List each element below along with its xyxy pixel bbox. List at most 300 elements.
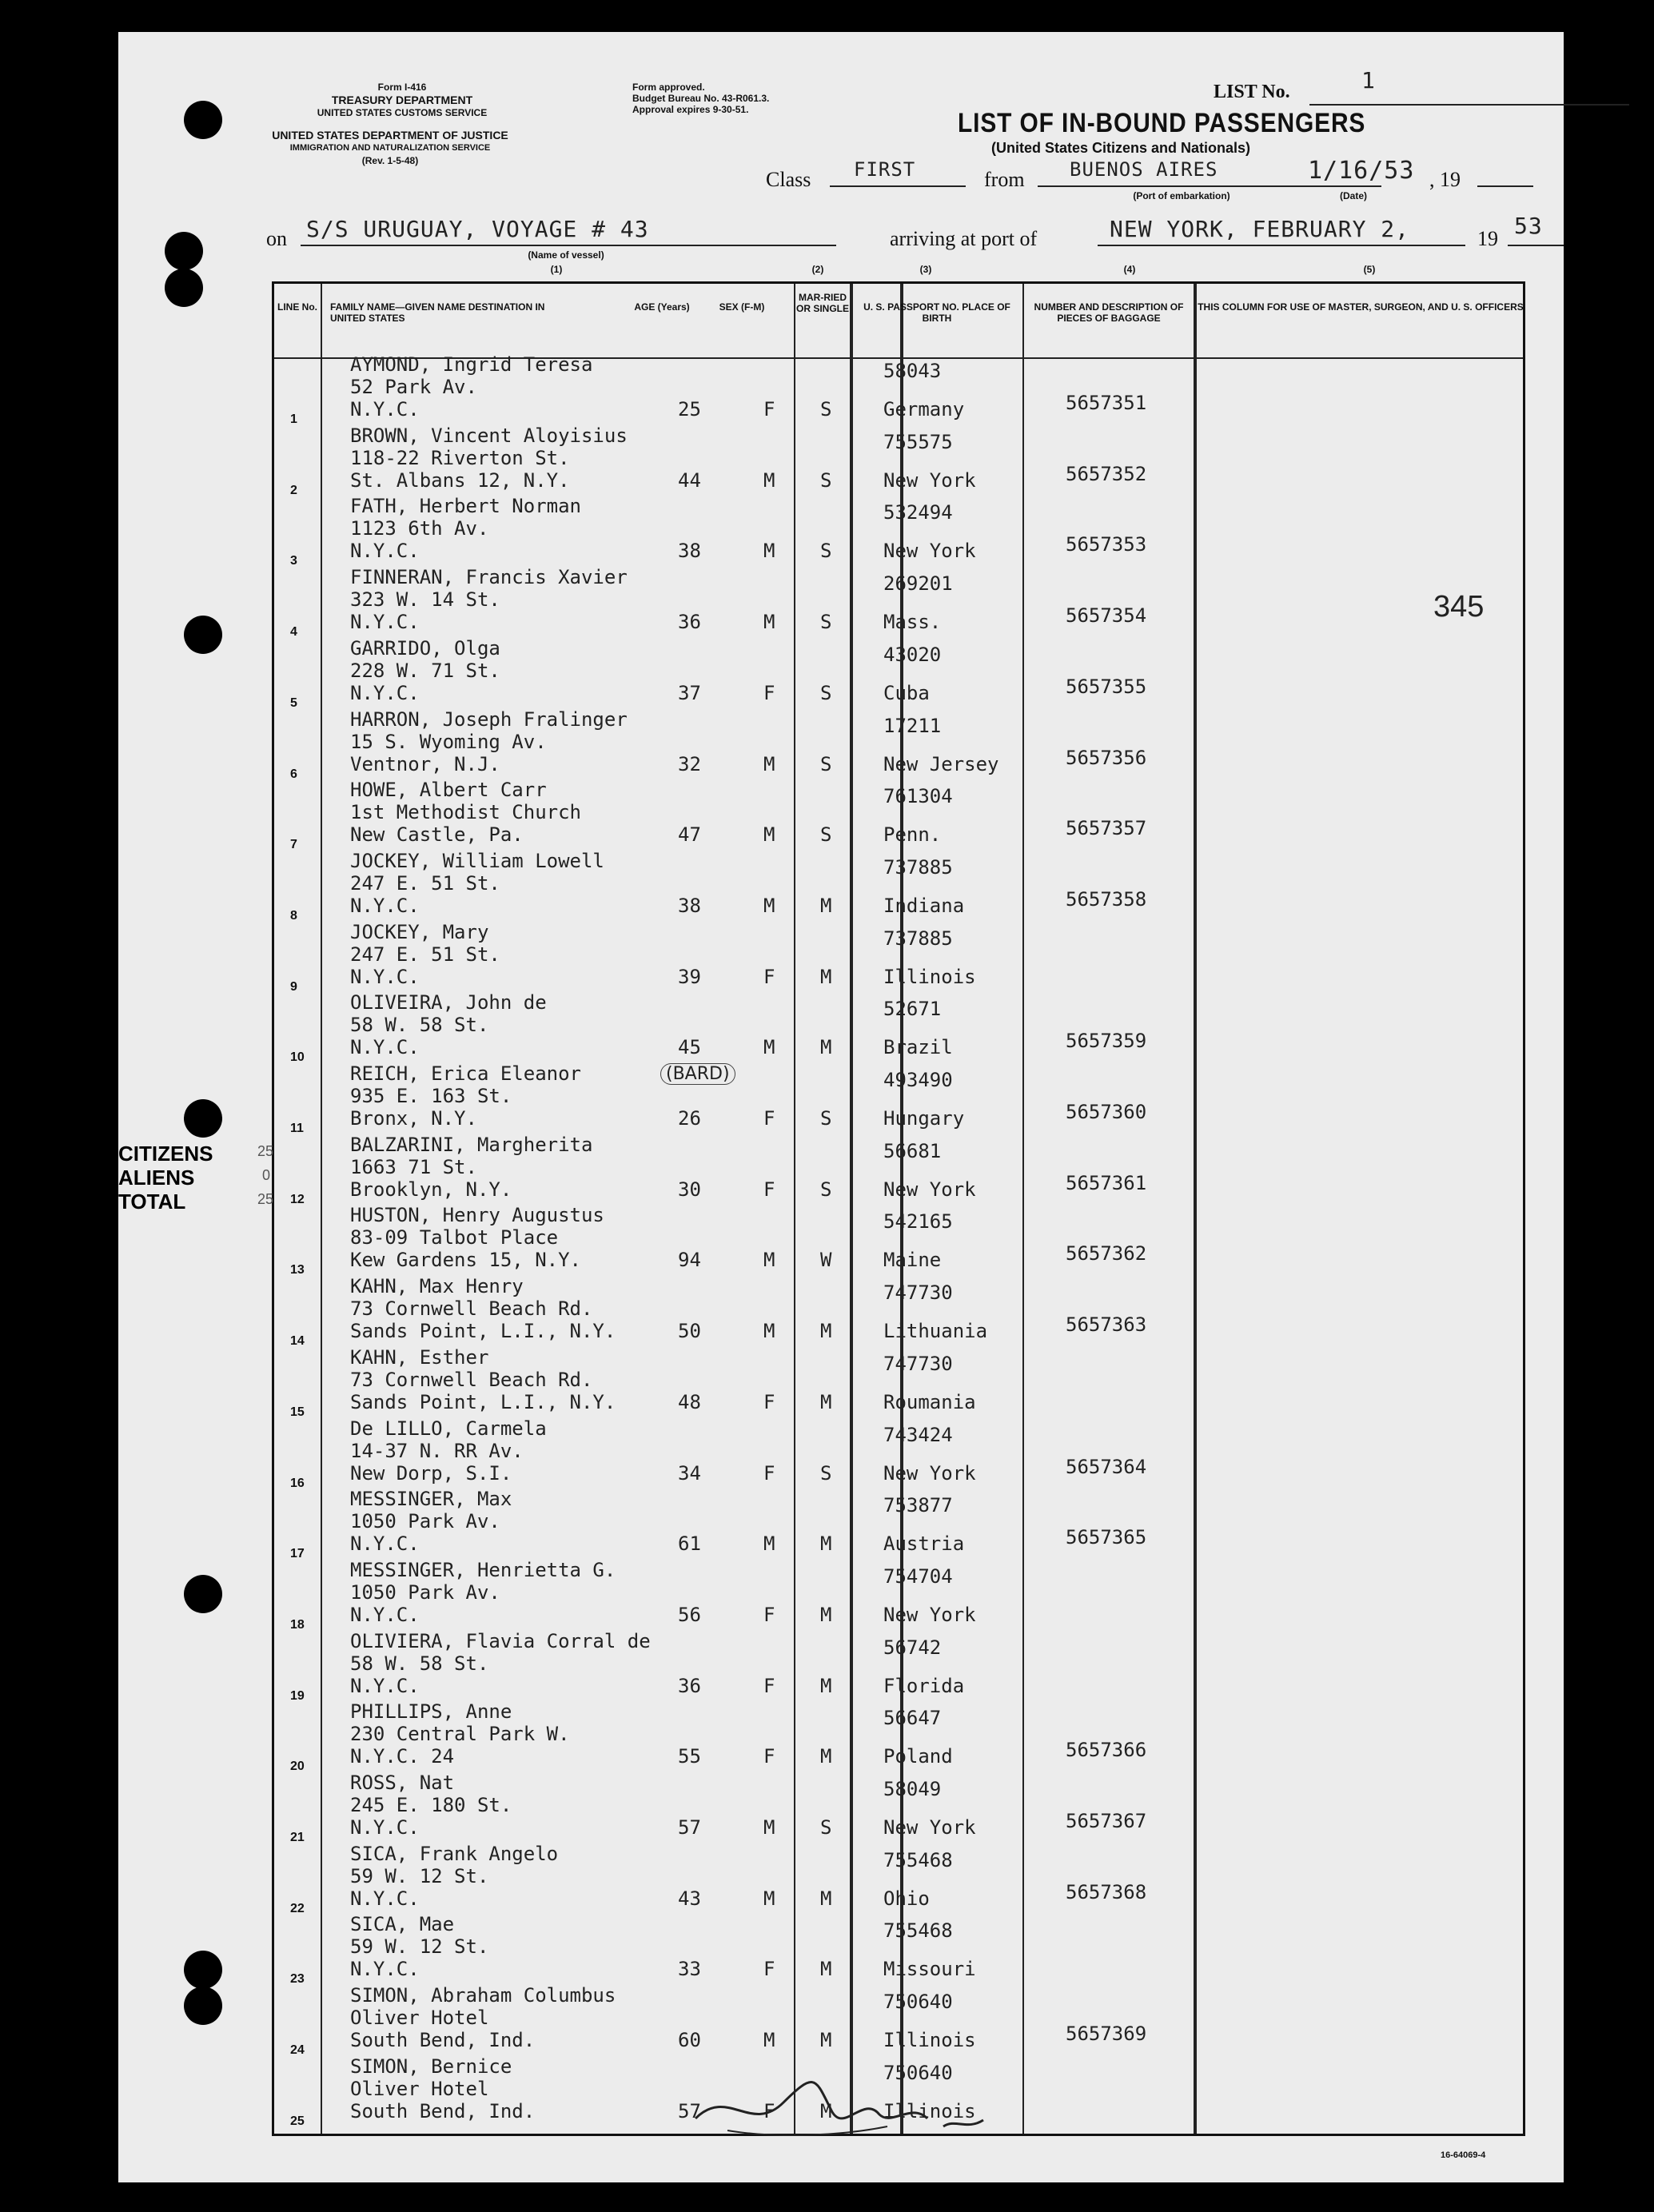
baggage-number: 5657368 xyxy=(1066,1880,1147,1903)
passenger-age: 39 xyxy=(678,965,701,988)
passenger-city: New Castle, Pa. xyxy=(350,823,524,847)
passport-number: 542165 xyxy=(883,1210,953,1234)
passenger-name: HUSTON, Henry Augustus xyxy=(350,1204,604,1227)
marital-status: M xyxy=(820,1036,832,1059)
marital-status: M xyxy=(820,1390,832,1413)
place-of-birth: Illinois xyxy=(883,2099,976,2122)
marital-status: W xyxy=(820,1249,832,1272)
arrival-year-value: 53 xyxy=(1514,213,1543,239)
passport-number: 761304 xyxy=(883,785,953,808)
column-number: (4) xyxy=(1123,264,1136,275)
passenger-sex: F xyxy=(763,398,775,420)
passport-number: 532494 xyxy=(883,501,953,524)
immigration-service: IMMIGRATION AND NATURALIZATION SERVICE xyxy=(289,143,491,153)
place-of-birth: Cuba xyxy=(883,681,930,704)
passenger-address: 247 E. 51 St. xyxy=(350,943,500,966)
passenger-address: 247 E. 51 St. xyxy=(350,871,500,895)
marital-status: S xyxy=(820,752,832,775)
table-row xyxy=(274,920,1523,998)
marital-status: S xyxy=(820,1816,832,1839)
place-of-birth: New York xyxy=(883,540,976,563)
passenger-city: N.Y.C. xyxy=(350,1816,420,1839)
place-of-birth: Ohio xyxy=(883,1887,930,1910)
passenger-city: South Bend, Ind. xyxy=(350,2099,536,2122)
table-row xyxy=(274,1558,1523,1636)
revision-date: (Rev. 1-5-48) xyxy=(361,155,419,166)
table-row xyxy=(274,1275,1523,1352)
marital-status: M xyxy=(820,2099,832,2122)
passenger-sex: M xyxy=(763,1036,775,1059)
passenger-sex: M xyxy=(763,1887,775,1910)
line-number: 2 xyxy=(290,483,297,497)
table-row xyxy=(274,1488,1523,1564)
table-row xyxy=(274,1133,1523,1210)
baggage-number: 5657364 xyxy=(1066,1455,1147,1478)
approval-expires: Approval expires 9-30-51. xyxy=(632,104,749,115)
list-number-value: 1 xyxy=(1361,67,1376,94)
line-number: 12 xyxy=(290,1192,305,1206)
passenger-name: SIMON, Abraham Columbus xyxy=(350,1984,616,2007)
line-number: 10 xyxy=(290,1050,305,1065)
column-number: (5) xyxy=(1363,264,1376,275)
place-of-birth: New York xyxy=(883,1603,976,1626)
passenger-sex: M xyxy=(763,894,775,917)
place-of-birth: Austria xyxy=(883,1532,965,1556)
line-number: 7 xyxy=(290,838,297,852)
passenger-age: 36 xyxy=(678,611,701,634)
marital-status: S xyxy=(820,823,832,847)
form-approved: Form approved. xyxy=(632,82,705,93)
place-of-birth: Illinois xyxy=(883,2029,976,2052)
passenger-city: N.Y.C. xyxy=(350,1036,420,1059)
passport-number: 52671 xyxy=(883,998,942,1021)
line-number: 5 xyxy=(290,695,297,710)
line-number: 8 xyxy=(290,908,297,923)
table-row xyxy=(274,424,1523,501)
marital-status: M xyxy=(820,1603,832,1626)
passenger-name: FATH, Herbert Norman xyxy=(350,495,581,518)
marital-status: M xyxy=(820,965,832,988)
table-row xyxy=(274,707,1523,785)
punch-hole xyxy=(184,616,222,654)
passenger-sex: F xyxy=(763,1390,775,1413)
department-name: TREASURY DEPARTMENT xyxy=(331,94,473,106)
marital-status: M xyxy=(820,1745,832,1768)
passport-number: 747730 xyxy=(883,1352,953,1375)
passenger-city: Kew Gardens 15, N.Y. xyxy=(350,1249,581,1272)
passenger-address: 1050 Park Av. xyxy=(350,1580,500,1604)
passport-number: 743424 xyxy=(883,1423,953,1446)
passenger-address: Oliver Hotel xyxy=(350,2077,489,2100)
passenger-city: N.Y.C. xyxy=(350,611,420,634)
line-number: 4 xyxy=(290,625,297,640)
passenger-age: 32 xyxy=(678,752,701,775)
marital-status: S xyxy=(820,468,832,492)
embarkation-date: 1/16/53 xyxy=(1308,157,1415,185)
passenger-address: 73 Cornwell Beach Rd. xyxy=(350,1297,593,1321)
table-row xyxy=(274,779,1523,855)
baggage-number: 5657366 xyxy=(1066,1739,1147,1762)
passenger-sex: F xyxy=(763,681,775,704)
passport-number: 56647 xyxy=(883,1707,942,1730)
passenger-name: BROWN, Vincent Aloyisius xyxy=(350,424,628,447)
column-header-passport: U. S. PASSPORT NO. PLACE OF BIRTH xyxy=(863,301,1010,324)
baggage-number: 5657363 xyxy=(1066,1313,1147,1337)
date-caption: (Date) xyxy=(1339,190,1367,201)
marital-status: M xyxy=(820,1958,832,1981)
passenger-address: 58 W. 58 St. xyxy=(350,1652,489,1675)
punch-hole xyxy=(165,232,203,270)
passenger-city: N.Y.C. xyxy=(350,894,420,917)
passenger-address: 1663 71 St. xyxy=(350,1155,477,1178)
marital-status: S xyxy=(820,1461,832,1485)
passport-number: 269201 xyxy=(883,572,953,596)
place-of-birth: Illinois xyxy=(883,965,976,988)
port-of-embarkation: BUENOS AIRES xyxy=(1070,158,1218,181)
line-number: 17 xyxy=(290,1547,305,1561)
passenger-name: AYMOND, Ingrid Teresa xyxy=(350,353,593,376)
column-header-married: MAR-RIED OR SINGLE xyxy=(795,292,849,314)
passenger-name: KAHN, Max Henry xyxy=(350,1275,524,1298)
line-number: 14 xyxy=(290,1334,305,1349)
passenger-city: N.Y.C. xyxy=(350,965,420,988)
passenger-address: 245 E. 180 St. xyxy=(350,1794,512,1816)
passenger-city: N.Y.C. xyxy=(350,1958,420,1981)
passenger-name: BALZARINI, Margherita xyxy=(350,1133,593,1156)
passenger-sex: F xyxy=(763,1178,775,1201)
place-of-birth: Penn. xyxy=(883,823,942,847)
passenger-age: 43 xyxy=(678,1887,701,1910)
passenger-age: 38 xyxy=(678,894,701,917)
baggage-number: 5657360 xyxy=(1066,1101,1147,1123)
passenger-name: SICA, Mae xyxy=(350,1913,455,1936)
arriving-label: arriving at port of xyxy=(890,227,1038,250)
list-number-label: LIST No. xyxy=(1214,82,1290,102)
passenger-sex: F xyxy=(763,965,775,988)
passenger-city: N.Y.C. xyxy=(350,1674,420,1697)
passport-number: 58043 xyxy=(883,360,942,382)
passenger-sex: F xyxy=(763,1461,775,1485)
passenger-name: SICA, Frank Angelo xyxy=(350,1842,559,1865)
passenger-address: 59 W. 12 St. xyxy=(350,1864,489,1887)
vessel-name: S/S URUGUAY, VOYAGE # 43 xyxy=(306,216,649,242)
passenger-sex: F xyxy=(763,1745,775,1768)
passenger-name: OLIVEIRA, John de xyxy=(350,991,547,1014)
passenger-name: KAHN, Esther xyxy=(350,1345,489,1369)
passenger-address: 118-22 Riverton St. xyxy=(350,446,570,469)
passenger-age: 57 xyxy=(678,2099,701,2122)
line-number: 21 xyxy=(290,1831,305,1844)
baggage-number: 5657365 xyxy=(1066,1526,1147,1549)
place-of-birth: Mass. xyxy=(883,611,942,634)
column-number: (1) xyxy=(550,264,563,275)
passenger-city: St. Albans 12, N.Y. xyxy=(350,468,570,492)
column-header-baggage: NUMBER AND DESCRIPTION OF PIECES OF BAGGAGE xyxy=(1034,301,1184,324)
marital-status: S xyxy=(820,540,832,563)
table-row xyxy=(274,1062,1523,1139)
line-number: 9 xyxy=(290,979,297,994)
line-number: 11 xyxy=(290,1122,304,1135)
column-number: (3) xyxy=(919,264,932,275)
form-number: Form I-416 xyxy=(377,82,427,93)
officer-signature xyxy=(680,2071,1015,2142)
passenger-address: 230 Central Park W. xyxy=(350,1723,570,1746)
passenger-city: Brooklyn, N.Y. xyxy=(350,1178,512,1201)
arrival-year-label: 19 xyxy=(1477,227,1498,250)
punch-hole xyxy=(184,1987,222,2025)
passenger-address: 52 Park Av. xyxy=(350,376,477,398)
baggage-number: 5657355 xyxy=(1066,675,1147,698)
passport-number: 755468 xyxy=(883,1848,953,1871)
place-of-birth: New York xyxy=(883,1816,976,1839)
passenger-name: De LILLO, Carmela xyxy=(350,1417,547,1440)
column-header-line: LINE No. xyxy=(277,301,317,313)
passenger-name: JOCKEY, Mary xyxy=(350,920,489,943)
punch-hole xyxy=(184,101,222,139)
page-title: LIST OF IN-BOUND PASSENGERS xyxy=(958,108,1366,138)
line-number: 1 xyxy=(290,413,297,426)
passport-number: 56681 xyxy=(883,1139,942,1162)
baggage-number: 5657367 xyxy=(1066,1810,1147,1832)
baggage-number: 5657362 xyxy=(1066,1242,1147,1265)
punch-hole xyxy=(165,269,203,307)
class-value: FIRST xyxy=(854,158,916,181)
justice-department: UNITED STATES DEPARTMENT OF JUSTICE xyxy=(272,129,508,141)
tally-aliens-value: 0 xyxy=(262,1167,271,1183)
passenger-sex: M xyxy=(763,1532,775,1556)
table-row xyxy=(274,495,1523,572)
passenger-age: 36 xyxy=(678,1674,701,1697)
baggage-number: 5657356 xyxy=(1066,746,1147,769)
line-number: 23 xyxy=(290,1972,305,1987)
marital-status: S xyxy=(820,398,832,420)
baggage-number: 5657353 xyxy=(1066,533,1147,556)
passenger-name: SIMON, Bernice xyxy=(350,2055,512,2078)
passport-number: 747730 xyxy=(883,1281,953,1305)
marital-status: S xyxy=(820,681,832,704)
passenger-name: FINNERAN, Francis Xavier xyxy=(350,566,628,589)
budget-bureau: Budget Bureau No. 43-R061.3. xyxy=(632,93,770,104)
passenger-address: 14-37 N. RR Av. xyxy=(350,1439,524,1462)
passenger-sex: M xyxy=(763,611,775,634)
port-of-arrival: NEW YORK, FEBRUARY 2, xyxy=(1110,216,1410,242)
passenger-name: ROSS, Nat xyxy=(350,1772,455,1794)
passenger-age: 26 xyxy=(678,1107,701,1130)
baggage-number: 5657354 xyxy=(1066,604,1147,628)
passenger-city: N.Y.C. xyxy=(350,1887,420,1910)
place-of-birth: New York xyxy=(883,1461,976,1485)
passenger-age: 47 xyxy=(678,823,701,847)
passenger-sex: F xyxy=(763,1958,775,1981)
place-of-birth: Brazil xyxy=(883,1036,953,1059)
passport-number: 754704 xyxy=(883,1564,953,1588)
passenger-address: 228 W. 71 St. xyxy=(350,659,500,682)
tally-aliens-label: ALIENS xyxy=(118,1166,195,1190)
passenger-age: 30 xyxy=(678,1178,701,1201)
marital-status: M xyxy=(820,894,832,917)
passenger-name: MESSINGER, Max xyxy=(350,1488,512,1511)
marital-status: S xyxy=(820,1178,832,1201)
on-label: on xyxy=(266,227,287,250)
passport-number: 737885 xyxy=(883,855,953,879)
baggage-number: 5657361 xyxy=(1066,1171,1147,1194)
column-header-age: AGE (Years) xyxy=(634,301,690,313)
place-of-birth: Indiana xyxy=(883,894,965,917)
passenger-age: 44 xyxy=(678,468,701,492)
passenger-name: HARRON, Joseph Fralinger xyxy=(350,707,628,731)
table-row xyxy=(274,1842,1523,1919)
embarkation-caption: (Port of embarkation) xyxy=(1133,190,1230,201)
place-of-birth: Florida xyxy=(883,1674,965,1697)
passenger-address: 59 W. 12 St. xyxy=(350,1935,489,1959)
passenger-city: Sands Point, L.I., N.Y. xyxy=(350,1390,616,1413)
passenger-age: 60 xyxy=(678,2029,701,2052)
passenger-city: N.Y.C. xyxy=(350,398,420,420)
line-number: 20 xyxy=(290,1760,305,1774)
passenger-address: 58 W. 58 St. xyxy=(350,1014,489,1037)
passenger-age: 45 xyxy=(678,1036,701,1059)
place-of-birth: New Jersey xyxy=(883,752,999,775)
passenger-age: 38 xyxy=(678,540,701,563)
baggage-number: 5657357 xyxy=(1066,817,1147,840)
passport-number: 755575 xyxy=(883,430,953,453)
year-prefix: , 19 xyxy=(1429,168,1461,191)
marital-status: M xyxy=(820,1532,832,1556)
passenger-sex: M xyxy=(763,540,775,563)
passport-number: 750640 xyxy=(883,2061,953,2084)
passport-number: 753877 xyxy=(883,1494,953,1517)
column-header-name: FAMILY NAME—GIVEN NAME DESTINATION IN UNITED STATES xyxy=(330,301,545,324)
column-header-officers: THIS COLUMN FOR USE OF MASTER, SURGEON, AND U. S. OFFICERS xyxy=(1198,301,1524,313)
passenger-city: N.Y.C. xyxy=(350,681,420,704)
baggage-number: 5657352 xyxy=(1066,462,1147,485)
passenger-sex: M xyxy=(763,823,775,847)
baggage-number: 5657358 xyxy=(1066,887,1147,911)
passenger-age: 37 xyxy=(678,681,701,704)
table-row xyxy=(274,1417,1523,1494)
tally-total-value: 25 xyxy=(257,1191,274,1207)
passenger-address: 83-09 Talbot Place xyxy=(350,1226,559,1249)
punch-hole xyxy=(184,1951,222,1989)
table-row xyxy=(274,1772,1523,1848)
passenger-address: 73 Cornwell Beach Rd. xyxy=(350,1368,593,1391)
line-number: 13 xyxy=(290,1263,305,1277)
passport-number: 493490 xyxy=(883,1069,953,1091)
punch-hole xyxy=(184,1575,222,1613)
line-number: 3 xyxy=(290,554,297,568)
passenger-name: GARRIDO, Olga xyxy=(350,636,500,660)
column-header-sex: SEX (F-M) xyxy=(719,301,765,313)
passenger-city: Bronx, N.Y. xyxy=(350,1107,477,1130)
passenger-sex: M xyxy=(763,752,775,775)
passport-number: 43020 xyxy=(883,643,942,666)
marital-status: M xyxy=(820,1320,832,1343)
passenger-age: 50 xyxy=(678,1320,701,1343)
place-of-birth: Roumania xyxy=(883,1390,976,1413)
baggage-number: 5657359 xyxy=(1066,1030,1147,1053)
table-row xyxy=(274,1345,1523,1423)
place-of-birth: Poland xyxy=(883,1745,953,1768)
place-of-birth: Lithuania xyxy=(883,1320,988,1343)
passenger-name: MESSINGER, Henrietta G. xyxy=(350,1558,616,1581)
marital-status: M xyxy=(820,1674,832,1697)
passenger-age: 55 xyxy=(678,1745,701,1768)
passport-number: 17211 xyxy=(883,714,942,737)
table-row xyxy=(274,1629,1523,1707)
tally-total-label: TOTAL xyxy=(118,1190,186,1214)
tally-citizens-label: CITIZENS xyxy=(118,1142,213,1166)
passenger-address: 15 S. Wyoming Av. xyxy=(350,730,547,753)
line-number: 22 xyxy=(290,1901,305,1915)
table-row xyxy=(274,353,1523,430)
passenger-sex: M xyxy=(763,2029,775,2052)
passenger-sex: F xyxy=(763,2099,775,2122)
passport-number: 58049 xyxy=(883,1778,942,1800)
place-of-birth: Germany xyxy=(883,398,965,420)
passenger-address: 1123 6th Av. xyxy=(350,517,489,540)
passenger-city: New Dorp, S.I. xyxy=(350,1461,512,1485)
passport-number: 750640 xyxy=(883,1991,953,2014)
passenger-sex: M xyxy=(763,468,775,492)
passenger-address: 935 E. 163 St. xyxy=(350,1085,512,1107)
baggage-number: 5657351 xyxy=(1066,392,1147,414)
passenger-age: 61 xyxy=(678,1532,701,1556)
passenger-age: 34 xyxy=(678,1461,701,1485)
officer-note: 345 xyxy=(1433,590,1485,624)
line-number: 25 xyxy=(290,2114,305,2128)
marital-status: M xyxy=(820,1887,832,1910)
passenger-age: 94 xyxy=(678,1249,701,1272)
place-of-birth: Missouri xyxy=(883,1958,976,1981)
line-number: 15 xyxy=(290,1405,305,1419)
passenger-city: N.Y.C. 24 xyxy=(350,1745,455,1768)
passport-number: 737885 xyxy=(883,927,953,950)
place-of-birth: Hungary xyxy=(883,1107,965,1130)
table-row xyxy=(274,1204,1523,1281)
passenger-city: South Bend, Ind. xyxy=(350,2029,536,2052)
line-number: 18 xyxy=(290,1617,305,1632)
line-number: 24 xyxy=(290,2043,305,2058)
passenger-age: 48 xyxy=(678,1390,701,1413)
line-number: 6 xyxy=(290,767,297,781)
passenger-age: 57 xyxy=(678,1816,701,1839)
passenger-sex: M xyxy=(763,1816,775,1839)
column-number: (2) xyxy=(811,264,824,275)
table-row xyxy=(274,1913,1523,1990)
class-label: Class xyxy=(766,168,811,191)
passenger-name: REICH, Erica Eleanor xyxy=(350,1062,581,1085)
passenger-age: 33 xyxy=(678,1958,701,1981)
footer-code: 16-64069-4 xyxy=(1441,2150,1486,2160)
passenger-sex: F xyxy=(763,1674,775,1697)
place-of-birth: New York xyxy=(883,468,976,492)
tally-citizens-value: 25 xyxy=(257,1143,274,1159)
passenger-name: PHILLIPS, Anne xyxy=(350,1700,512,1724)
passenger-sex: F xyxy=(763,1603,775,1626)
passenger-city: N.Y.C. xyxy=(350,1603,420,1626)
passport-number: 56742 xyxy=(883,1636,942,1659)
table-row xyxy=(274,1700,1523,1777)
table-row xyxy=(274,991,1523,1068)
passenger-address: 1st Methodist Church xyxy=(350,801,581,824)
table-row xyxy=(274,849,1523,927)
baggage-number: 5657369 xyxy=(1066,2023,1147,2046)
passenger-age: 56 xyxy=(678,1603,701,1626)
passenger-address: 323 W. 14 St. xyxy=(350,588,500,612)
passenger-age: 25 xyxy=(678,398,701,420)
maiden-name-note: (BARD) xyxy=(660,1063,735,1085)
table-row xyxy=(274,566,1523,643)
